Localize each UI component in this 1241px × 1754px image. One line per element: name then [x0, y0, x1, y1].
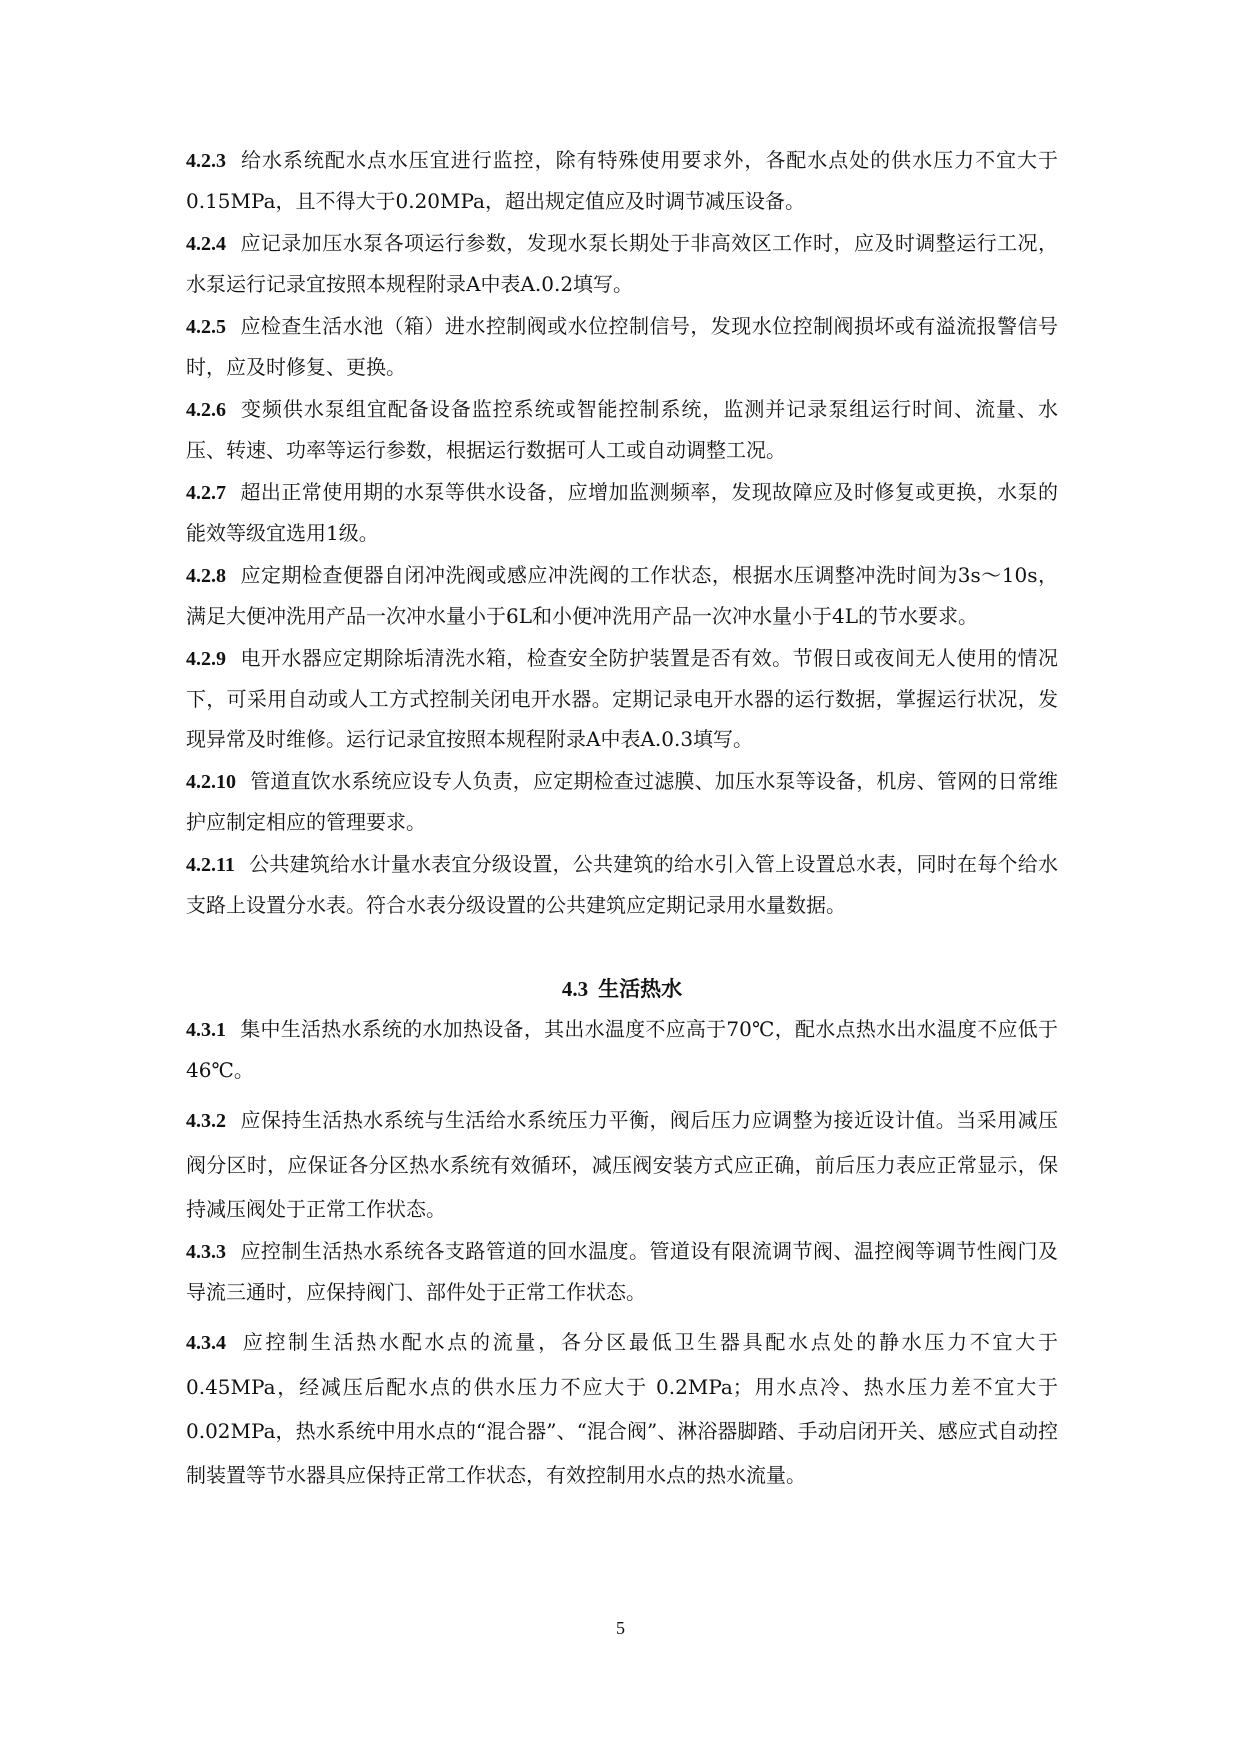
clause-text: 变频供水泵组宜配备设备监控系统或智能控制系统，监测并记录泵组运行时间、流量、水压、转速、功率等运行参数，根据运行数据可人工或自动调整工况。 [186, 397, 1058, 462]
clause-text: 超出正常使用期的水泵等供水设备，应增加监测频率，发现故障应及时修复或更换，水泵的能效等级宜选用1级。 [186, 480, 1058, 545]
clause-text: 管道直饮水系统应设专人负责，应定期检查过滤膜、加压水泵等设备，机房、管网的日常维护应制定相应的管理要求。 [186, 769, 1058, 834]
clause-number: 4.2.3 [186, 150, 226, 172]
clause-4-3-2 [186, 1098, 1058, 1231]
clause-text: 应记录加压水泵各项运行参数，发现水泵长期处于非高效区工作时，应及时调整运行工况，水泵运行记录宜按照本规程附录A中表A.0.2填写。 [186, 231, 1058, 296]
clause-number: 4.2.5 [186, 316, 226, 338]
clause-4-2-8 [186, 555, 1058, 636]
clause-number: 4.2.11 [186, 854, 235, 876]
clause-text: 应定期检查便器自闭冲洗阀或感应冲洗阀的工作状态，根据水压调整冲洗时间为3s～10s，满足大便冲洗用产品一次冲水量小于6L和小便冲洗用产品一次冲水量小于4L的节水要求。 [186, 563, 1058, 628]
section-title-4-3 [186, 969, 1058, 1009]
clause-number: 4.3.3 [186, 1241, 226, 1263]
clause-text: 应控制生活热水配水点的流量，各分区最低卫生器具配水点处的静水压力不宜大于0.45MPa，经减压后配水点的供水压力不应大于 0.2MPa；用水点冷、热水压力差不宜大于0.02MPa，热水系统中用水点的“混合器”、“混合阀”、淋浴器脚踏、手动启闭开关、感应式自动控制装置等节水器具应保持正常工作状态，有效控制用水点的热水流量。 [186, 1330, 1058, 1487]
clause-4-2-3 [186, 140, 1058, 221]
clause-text: 给水系统配水点水压宜进行监控，除有特殊使用要求外，各配水点处的供水压力不宜大于0.15MPa，且不得大于0.20MPa，超出规定值应及时调节减压设备。 [186, 148, 1058, 213]
clause-number: 4.3.1 [186, 1019, 226, 1041]
clause-4-2-7 [186, 472, 1058, 553]
clause-number: 4.2.9 [186, 648, 226, 670]
section-title-text: 生活热水 [598, 976, 683, 1001]
clause-4-2-6 [186, 389, 1058, 470]
clause-number: 4.2.6 [186, 399, 226, 421]
clause-number: 4.2.10 [186, 771, 236, 793]
page-number: 5 [616, 1618, 625, 1638]
clause-number: 4.3.4 [186, 1332, 226, 1354]
clause-number: 4.2.7 [186, 482, 226, 504]
clause-text: 应保持生活热水系统与生活给水系统压力平衡，阀后压力应调整为接近设计值。当采用减压阀分区时，应保证各分区热水系统有效循环，减压阀安装方式应正确，前后压力表应正常显示，保持减压阀处于正常工作状态。 [186, 1108, 1058, 1221]
clause-text: 电开水器应定期除垢清洗水箱，检查安全防护装置是否有效。节假日或夜间无人使用的情况下，可采用自动或人工方式控制关闭电开水器。定期记录电开水器的运行数据，掌握运行状况，发现异常及时维修。运行记录宜按照本规程附录A中表A.0.3填写。 [186, 646, 1058, 751]
clause-4-3-1 [186, 1009, 1058, 1090]
clause-4-2-9 [186, 638, 1058, 759]
clause-number: 4.3.2 [186, 1110, 226, 1132]
clause-4-3-3 [186, 1231, 1058, 1312]
document-page [186, 140, 1058, 1497]
clause-text: 集中生活热水系统的水加热设备，其出水温度不应高于70℃，配水点热水出水温度不应低于46℃。 [186, 1017, 1058, 1082]
clause-text: 应检查生活水池（箱）进水控制阀或水位控制信号，发现水位控制阀损坏或有溢流报警信号时，应及时修复、更换。 [186, 314, 1058, 379]
clause-number: 4.2.4 [186, 233, 226, 255]
clause-number: 4.2.8 [186, 565, 226, 587]
clause-4-2-4 [186, 223, 1058, 304]
clause-4-3-4 [186, 1320, 1058, 1497]
clause-text: 应控制生活热水系统各支路管道的回水温度。管道设有限流调节阀、温控阀等调节性阀门及导流三通时，应保持阀门、部件处于正常工作状态。 [186, 1239, 1058, 1304]
clause-4-2-11 [186, 844, 1058, 925]
clause-text: 公共建筑给水计量水表宜分级设置，公共建筑的给水引入管上设置总水表，同时在每个给水支路上设置分水表。符合水表分级设置的公共建筑应定期记录用水量数据。 [186, 852, 1058, 917]
clause-4-2-5 [186, 306, 1058, 387]
clause-4-2-10 [186, 761, 1058, 842]
section-number: 4.3 [561, 977, 589, 1001]
